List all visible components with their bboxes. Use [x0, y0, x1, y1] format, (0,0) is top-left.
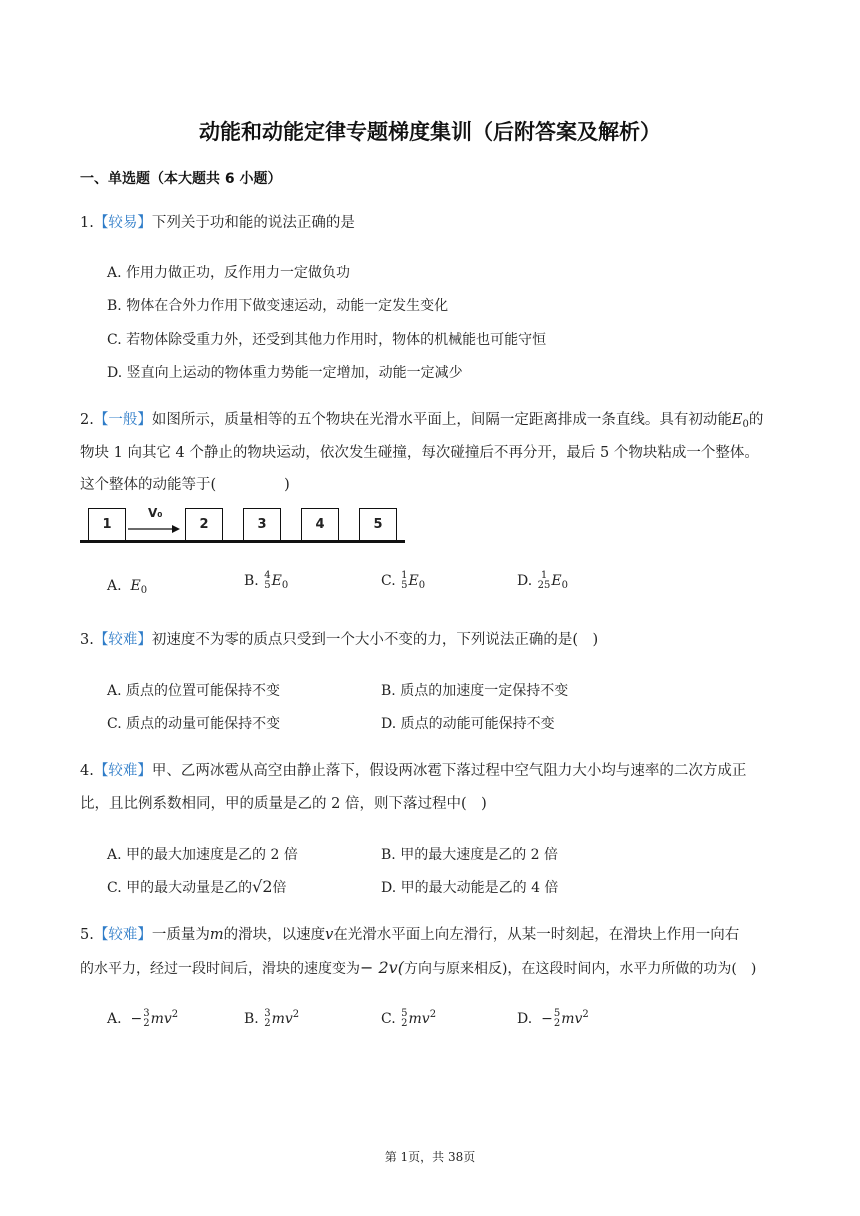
- question-number: 3.: [80, 632, 94, 648]
- q5-option-a: [107, 1009, 178, 1029]
- symbol-e: E: [271, 573, 282, 589]
- exponent: 2: [171, 1009, 179, 1020]
- fraction: 4 5: [264, 570, 271, 591]
- q4-option-d: D. 甲的最大动能是乙的 4 倍: [381, 880, 559, 896]
- fraction: 1 5: [401, 570, 408, 591]
- symbol-e: E: [408, 573, 419, 589]
- option-letter: B.: [244, 1011, 259, 1027]
- option-letter: C.: [381, 1011, 396, 1027]
- q5-option-b: [244, 1009, 299, 1029]
- question-text: 一质量为: [151, 927, 210, 943]
- difficulty-tag: 【较难】: [93, 632, 152, 648]
- ground-line: [80, 540, 405, 543]
- sqrt-expression: √2: [252, 877, 273, 896]
- question-1-stem: [80, 208, 355, 238]
- question-text: 方向与原来相反)，在这段时间内，水平力所做的功为( ): [403, 961, 757, 977]
- symbol-e0: [732, 412, 749, 428]
- symbol-m: m: [209, 927, 224, 943]
- q4-option-b: B. 甲的最大速度是乙的 2 倍: [381, 847, 558, 863]
- question-2-line-3: [80, 470, 290, 500]
- symbol-subscript: 0: [561, 580, 568, 591]
- q4-option-a: A. 甲的最大加速度是乙的 2 倍: [107, 847, 298, 863]
- page-footer: 第 1页，共 38页: [384, 1150, 476, 1164]
- question-2-line-1: [80, 405, 763, 440]
- exponent: 2: [292, 1009, 300, 1020]
- symbol-e: E: [551, 573, 562, 589]
- question-text: 的滑块，以速度: [223, 927, 326, 943]
- exponent: 2: [429, 1009, 437, 1020]
- option-letter: B.: [244, 573, 259, 589]
- block-4: 4: [301, 508, 339, 541]
- symbol-e: E: [731, 412, 743, 428]
- q5-option-c: [381, 1009, 436, 1029]
- question-text: 的水平力，经过一段时间后，滑块的速度变为: [80, 961, 360, 977]
- difficulty-tag: 【较易】: [93, 215, 152, 231]
- symbol-mv: mv: [561, 1011, 583, 1027]
- block-5: 5: [359, 508, 397, 541]
- option-letter: A.: [107, 578, 122, 594]
- option-letter: D.: [517, 573, 533, 589]
- question-2-line-2: 物块 1 向其它 4 个静止的物块运动，依次发生碰撞，每次碰撞后不再分开，最后 5 个物块粘成一个整体。: [80, 445, 759, 461]
- question-text: ): [284, 477, 290, 493]
- q2-option-c: [381, 571, 425, 591]
- question-number: 4.: [80, 763, 94, 779]
- question-number: 1.: [80, 215, 94, 231]
- fraction: 1 25: [537, 570, 551, 591]
- symbol-subscript: 0: [418, 580, 426, 591]
- fraction: 5 2: [401, 1008, 408, 1029]
- question-text: 如图所示，质量相等的五个物块在光滑水平面上，间隔一定距离排成一条直线。具有初动能: [151, 412, 732, 428]
- section-heading: 一、单选题（本大题共 6 小题）: [80, 171, 282, 187]
- q1-option-b: B. 物体在合外力作用下做变速运动，动能一定发生变化: [107, 298, 449, 314]
- question-5-line-1: [80, 920, 739, 950]
- fraction: 3 2: [143, 1008, 150, 1029]
- q3-option-b: B. 质点的加速度一定保持不变: [381, 683, 569, 699]
- question-text: 这个整体的动能等于(: [80, 477, 217, 493]
- symbol-subscript: 0: [281, 580, 289, 591]
- q1-option-c: C. 若物体除受重力外，还受到其他力作用时，物体的机械能也可能守恒: [107, 332, 547, 348]
- symbol-e: E: [130, 578, 141, 594]
- minus-sign: −: [130, 1011, 143, 1027]
- minus-sign: −: [541, 1011, 553, 1027]
- symbol-subscript: 0: [742, 419, 749, 430]
- option-letter: C.: [381, 573, 396, 589]
- option-text: 倍: [272, 880, 287, 896]
- question-text: 在光滑水平面上向左滑行，从某一时刻起，在滑块上作用一向右: [333, 927, 740, 943]
- question-number: 2.: [80, 412, 94, 428]
- question-4-line-2: 比，且比例系数相同，甲的质量是乙的 2 倍，则下落过程中( ): [80, 796, 487, 812]
- block-2: 2: [185, 508, 223, 541]
- q3-option-d: D. 质点的动能可能保持不变: [381, 716, 555, 732]
- option-letter: A.: [107, 1011, 122, 1027]
- question-text: 下列关于功和能的说法正确的是: [151, 215, 355, 231]
- velocity-label: V₀: [148, 506, 163, 520]
- question-4-line-1: [80, 756, 746, 786]
- question-text: 初速度不为零的质点只受到一个大小不变的力，下列说法正确的是( ): [151, 632, 599, 648]
- q2-option-d: [517, 571, 568, 591]
- question-text: 的: [748, 412, 764, 428]
- symbol-mv: mv: [408, 1011, 430, 1027]
- block-1: 1: [88, 508, 126, 541]
- option-text: C. 甲的最大动量是乙的: [107, 880, 253, 896]
- math-expression: − 2v(: [360, 958, 404, 977]
- question-text: 甲、乙两冰雹从高空由静止落下，假设两冰雹下落过程中空气阻力大小均与速率的二次方成正: [151, 763, 747, 779]
- difficulty-tag: 【较难】: [93, 927, 152, 943]
- q2-option-a: [107, 578, 147, 596]
- option-letter: D.: [517, 1011, 533, 1027]
- difficulty-tag: 【较难】: [93, 763, 152, 779]
- q3-option-a: A. 质点的位置可能保持不变: [107, 683, 281, 699]
- fraction: 5 2: [553, 1008, 561, 1029]
- q1-option-d: D. 竖直向上运动的物体重力势能一定增加，动能一定减少: [107, 365, 463, 381]
- q2-option-b: [244, 571, 288, 591]
- block-3: 3: [243, 508, 281, 541]
- fraction: 3 2: [264, 1008, 271, 1029]
- exponent: 2: [582, 1009, 589, 1020]
- question-5-line-2: [80, 953, 756, 984]
- symbol-mv: mv: [271, 1011, 293, 1027]
- difficulty-tag: 【一般】: [93, 412, 152, 428]
- q1-option-a: A. 作用力做正功，反作用力一定做负功: [107, 265, 351, 281]
- symbol-subscript: 0: [140, 585, 148, 596]
- question-number: 5.: [80, 927, 94, 943]
- q5-option-d: [517, 1009, 589, 1029]
- symbol-mv: mv: [150, 1011, 172, 1027]
- symbol-v: v: [325, 927, 334, 943]
- document-title: 动能和动能定律专题梯度集训（后附答案及解析）: [199, 120, 661, 144]
- q3-option-c: C. 质点的动量可能保持不变: [107, 716, 281, 732]
- question-3-stem: [80, 625, 598, 655]
- q4-option-c: [107, 877, 287, 897]
